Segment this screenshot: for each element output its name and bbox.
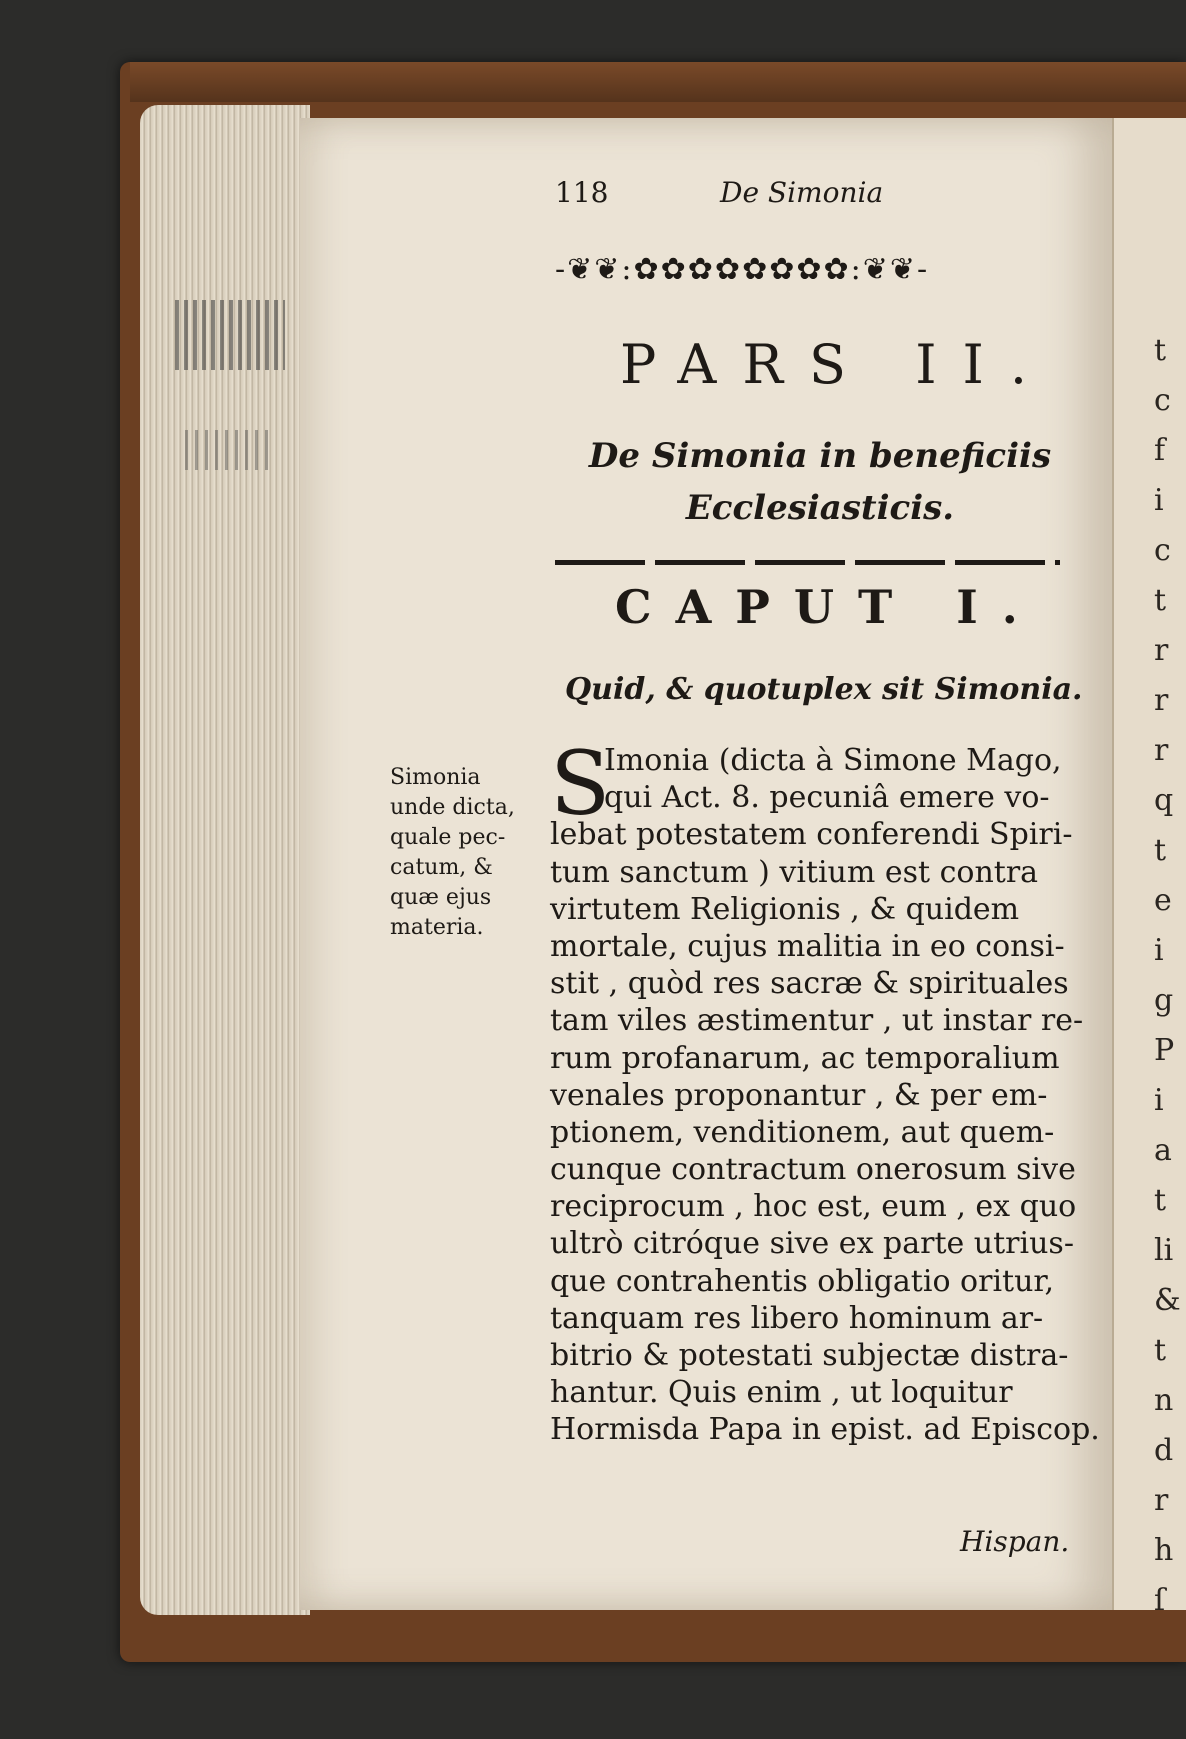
facing-page-letter: t bbox=[1154, 333, 1167, 368]
facing-page-letter: i bbox=[1154, 1083, 1164, 1118]
body-text bbox=[550, 732, 1100, 1449]
body-line: tanquam res libero hominum ar- bbox=[550, 1300, 1044, 1336]
body-line: bitrio & potestati subjectæ distra- bbox=[550, 1338, 1069, 1373]
margin-note-line: quæ ejus bbox=[390, 885, 492, 910]
facing-page-letter: f bbox=[1154, 433, 1166, 468]
facing-page-letter: r bbox=[1154, 633, 1169, 668]
facing-page-letter: t bbox=[1154, 1183, 1167, 1218]
facing-page-letter: t bbox=[1154, 833, 1167, 868]
part-title: PARS II. bbox=[620, 333, 1054, 396]
facing-page-letter: t bbox=[1154, 583, 1167, 618]
body-line: que contrahentis obligatio oritur, bbox=[550, 1263, 1055, 1299]
margin-note-line: materia. bbox=[390, 915, 484, 940]
body-line: venales proponantur , & per em- bbox=[550, 1077, 1048, 1113]
page-header bbox=[555, 176, 955, 216]
body-line: Imonia (dicta à Simone Mago, bbox=[604, 743, 1062, 778]
facing-page-letter: n bbox=[1154, 1383, 1174, 1418]
facing-page-letter: i bbox=[1154, 933, 1164, 968]
part-subtitle-line: Ecclesiasticis. bbox=[685, 488, 955, 528]
facing-page-letter: r bbox=[1154, 1483, 1169, 1518]
facing-page-letter: c bbox=[1154, 383, 1171, 418]
margin-note-line: unde dicta, bbox=[390, 795, 515, 820]
facing-page-letter: a bbox=[1154, 1133, 1172, 1168]
facing-page-letter: li bbox=[1154, 1233, 1174, 1268]
margin-note-line: quale pec- bbox=[390, 825, 506, 850]
facing-page-letter: r bbox=[1154, 683, 1169, 718]
facing-page-letter: t bbox=[1154, 1333, 1167, 1368]
facing-page-letter: h bbox=[1154, 1533, 1174, 1568]
facing-page-letter: & bbox=[1154, 1283, 1181, 1318]
body-line: lebat potestatem conferendi Spiri- bbox=[550, 817, 1073, 853]
body-line: tum sanctum ) vitium est contra bbox=[550, 854, 1039, 890]
body-line: ptionem, venditionem, aut quem- bbox=[550, 1114, 1055, 1150]
facing-page-letter: r bbox=[1154, 733, 1169, 768]
facing-page bbox=[1112, 118, 1186, 1610]
body-line: stit , quòd res sacræ & spirituales bbox=[550, 966, 1069, 1002]
catchword: Hispan. bbox=[960, 1525, 1070, 1558]
body-line: rum profanarum, ac temporalium bbox=[550, 1040, 1060, 1076]
body-line: tam viles æstimentur , ut instar re- bbox=[550, 1003, 1084, 1039]
body-line: qui Act. 8. pecuniâ emere vo- bbox=[604, 780, 1050, 816]
part-subtitle bbox=[560, 430, 1080, 534]
facing-page-letter: g bbox=[1154, 983, 1174, 1018]
edge-ink-mark bbox=[185, 430, 275, 470]
facing-page-letter: d bbox=[1154, 1433, 1174, 1468]
body-line: virtutem Religionis , & quidem bbox=[550, 891, 1020, 927]
book-cover-top bbox=[130, 62, 1186, 102]
divider-rule bbox=[555, 560, 1060, 565]
body-line: mortale, cujus malitia in eo consi- bbox=[550, 928, 1065, 964]
facing-page-letter: P bbox=[1154, 1033, 1175, 1068]
margin-note-line: Simonia bbox=[390, 765, 481, 790]
body-line: hantur. Quis enim , ut loquitur bbox=[550, 1375, 1013, 1411]
facing-page-letter: i bbox=[1154, 483, 1164, 518]
drop-cap: S bbox=[550, 732, 611, 835]
facing-page-letter: ſ bbox=[1154, 1583, 1166, 1610]
page-number: 118 bbox=[555, 176, 609, 209]
body-line: reciprocum , hoc est, eum , ex quo bbox=[550, 1189, 1077, 1225]
facing-page-letter: q bbox=[1154, 783, 1174, 818]
running-title: De Simonia bbox=[720, 176, 884, 209]
margin-note-line: catum, & bbox=[390, 855, 493, 880]
facing-page-letter: e bbox=[1154, 883, 1172, 918]
ornament-band: -❦❦:✿✿✿✿✿✿✿✿:❦❦- bbox=[555, 252, 930, 287]
body-line: Hormisda Papa in epist. ad Episcop. bbox=[550, 1412, 1100, 1448]
facing-page-letter: c bbox=[1154, 533, 1171, 568]
margin-note bbox=[390, 763, 550, 943]
body-line: cunque contractum onerosum sive bbox=[550, 1152, 1076, 1188]
part-subtitle-line: De Simonia in beneficiis bbox=[588, 436, 1052, 476]
chapter-title: CAPUT I. bbox=[615, 580, 1042, 634]
body-line: ultrò citróque sive ex parte utrius- bbox=[550, 1226, 1074, 1262]
edge-ink-mark bbox=[175, 300, 285, 370]
chapter-question: Quid, & quotuplex sit Simonia. bbox=[565, 672, 1083, 707]
